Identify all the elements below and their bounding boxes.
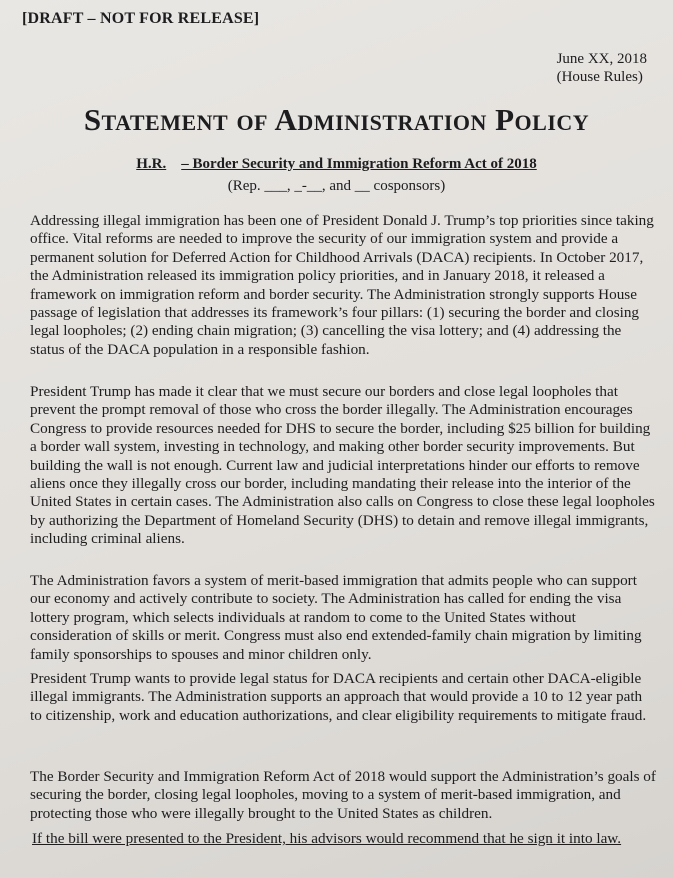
page-title: Statement of Administration Policy: [83, 102, 590, 137]
paragraph-daca: President Trump wants to provide legal status for DACA recipients and certain other DACA-eligible illegal immigrants. The Administration supports an approach that would provide a 10 to 12 year path to citizenship, work and education authorizations, and clear eligibility requirements to mitigate fraud.: [30, 670, 647, 724]
draft-label: [DRAFT – NOT FOR RELEASE]: [22, 10, 260, 27]
committee-label: (House Rules): [556, 69, 643, 85]
closing-recommendation: If the bill were presented to the President, his advisors would recommend that he sign it into law.: [32, 830, 622, 847]
paragraph-merit-immigration: The Administration favors a system of merit-based immigration that admits people who can support our economy and actively contribute to society. The Administration has called for ending the visa lottery program, which selects individuals at random to come to the United States without consideration of skills or merit. Congress must also end extended-family chain migration by limiting family sponsorships to spouses and minor children only.: [30, 572, 642, 663]
bill-name: – Border Security and Immigration Reform Act of 2018: [181, 156, 537, 172]
document-date: June XX, 2018: [556, 51, 647, 67]
paragraph-intro: Addressing illegal immigration has been one of President Donald J. Trump’s top priorities since taking office. Vital reforms are needed to improve the security of our immigration system and provide a permanent solution for Deferred Action for Childhood Arrivals (DACA) recipients. In October 2017, the Administration released its immigration policy priorities, and in January 2018, it released a framework on immigration reform and border security. The Administration strongly supports House passage of legislation that addresses its framework’s four pillars: (1) securing the border and closing legal loopholes; (2) ending chain migration; (3) cancelling the visa lottery; and (4) addressing the status of the DACA population in a responsible fashion.: [30, 212, 654, 358]
bill-sponsors: (Rep. ___, _-__, and __ cosponsors): [227, 178, 446, 194]
paragraph-border-security: President Trump has made it clear that we must secure our borders and close legal loopholes that prevent the prompt removal of those who cross the border illegally. The Administration encourages Congress to provide resources needed for DHS to secure the border, including $25 billion for building a border wall system, investing in technology, and making other border security improvements. But building the wall is not enough. Current law and judicial interpretations hinder our efforts to remove aliens once they illegally cross our border, including mandating their release into the interior of the United States in certain cases. The Administration also calls on Congress to close these legal loopholes by authorizing the Department of Homeland Security (DHS) to detain and remove illegal immigrants, including criminal aliens.: [30, 383, 655, 548]
paragraph-summary: The Border Security and Immigration Reform Act of 2018 would support the Administration’s goals of securing the border, closing legal loopholes, moving to a system of merit-based immigration, and protecting those who were illegally brought to the United States as children.: [30, 768, 656, 822]
bill-number: H.R.: [136, 156, 167, 172]
date-block: [557, 50, 647, 86]
bill-title: [0, 156, 673, 173]
